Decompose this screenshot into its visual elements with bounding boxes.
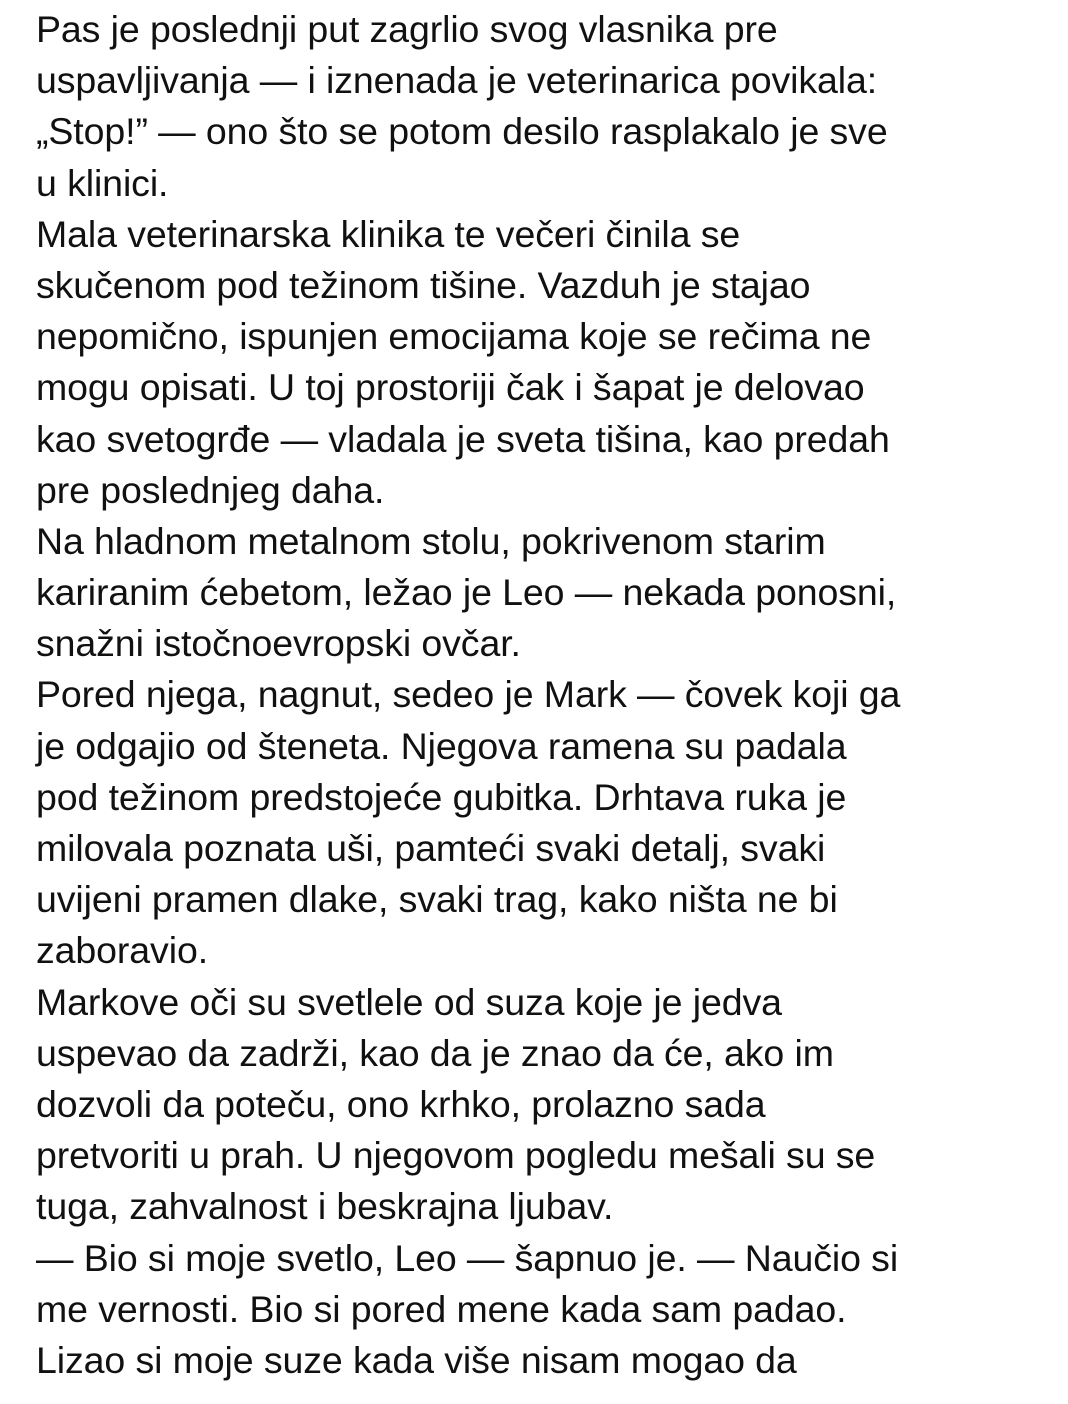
text-line: zaboravio. <box>36 929 209 972</box>
text-line: Mala veterinarska klinika te večeri činila se <box>36 212 741 255</box>
text-line: kao svetogrđe — vladala je sveta tišina, kao predah <box>36 417 890 460</box>
text-line: pre poslednjeg daha. <box>36 468 385 511</box>
text-line: kariranim ćebetom, ležao je Leo — nekada ponosni, <box>36 571 897 614</box>
text-line: Pas je poslednji put zagrlio svog vlasnika pre <box>36 8 778 50</box>
text-line: Lizao si moje suze kada više nisam mogao da <box>36 1338 797 1381</box>
text-line: mogu opisati. U toj prostoriji čak i šapat je delovao <box>36 366 865 409</box>
text-line: — Bio si moje svetlo, Leo — šapnuo je. — Naučio si <box>36 1236 899 1279</box>
text-line: „Stop!” — ono što se potom desilo rasplakalo je sve <box>36 110 888 153</box>
text-line: pod težinom predstojeće gubitka. Drhtava ruka je <box>36 775 847 818</box>
text-line: me vernosti. Bio si pored mene kada sam padao. <box>36 1287 847 1330</box>
text-line: je odgajio od šteneta. Njegova ramena su padala <box>36 724 847 767</box>
article-text <box>36 4 900 1386</box>
text-line: Pored njega, nagnut, sedeo je Mark — čovek koji ga <box>36 673 901 716</box>
text-line: pretvoriti u prah. U njegovom pogledu mešali su se <box>36 1134 876 1177</box>
text-line: skučenom pod težinom tišine. Vazduh je stajao <box>36 263 811 306</box>
text-line: tuga, zahvalnost i beskrajna ljubav. <box>36 1185 614 1228</box>
text-line: u klinici. <box>36 161 169 204</box>
text-line: snažni istočnoevropski ovčar. <box>36 622 521 665</box>
text-line: Na hladnom metalnom stolu, pokrivenom starim <box>36 519 826 562</box>
text-line: uvijeni pramen dlake, svaki trag, kako ništa ne bi <box>36 878 838 921</box>
text-line: dozvoli da poteču, ono krhko, prolazno sada <box>36 1082 766 1125</box>
text-line: milovala poznata uši, pamteći svaki detalj, svaki <box>36 827 826 869</box>
text-line: uspavljivanja — i iznenada je veterinarica povikala: <box>36 59 878 102</box>
text-line: Markove oči su svetlele od suza koje je jedva <box>36 980 782 1023</box>
text-line: uspevao da zadrži, kao da je znao da će, ako im <box>36 1031 834 1074</box>
text-line: nepomično, ispunjen emocijama koje se rečima ne <box>36 315 872 358</box>
